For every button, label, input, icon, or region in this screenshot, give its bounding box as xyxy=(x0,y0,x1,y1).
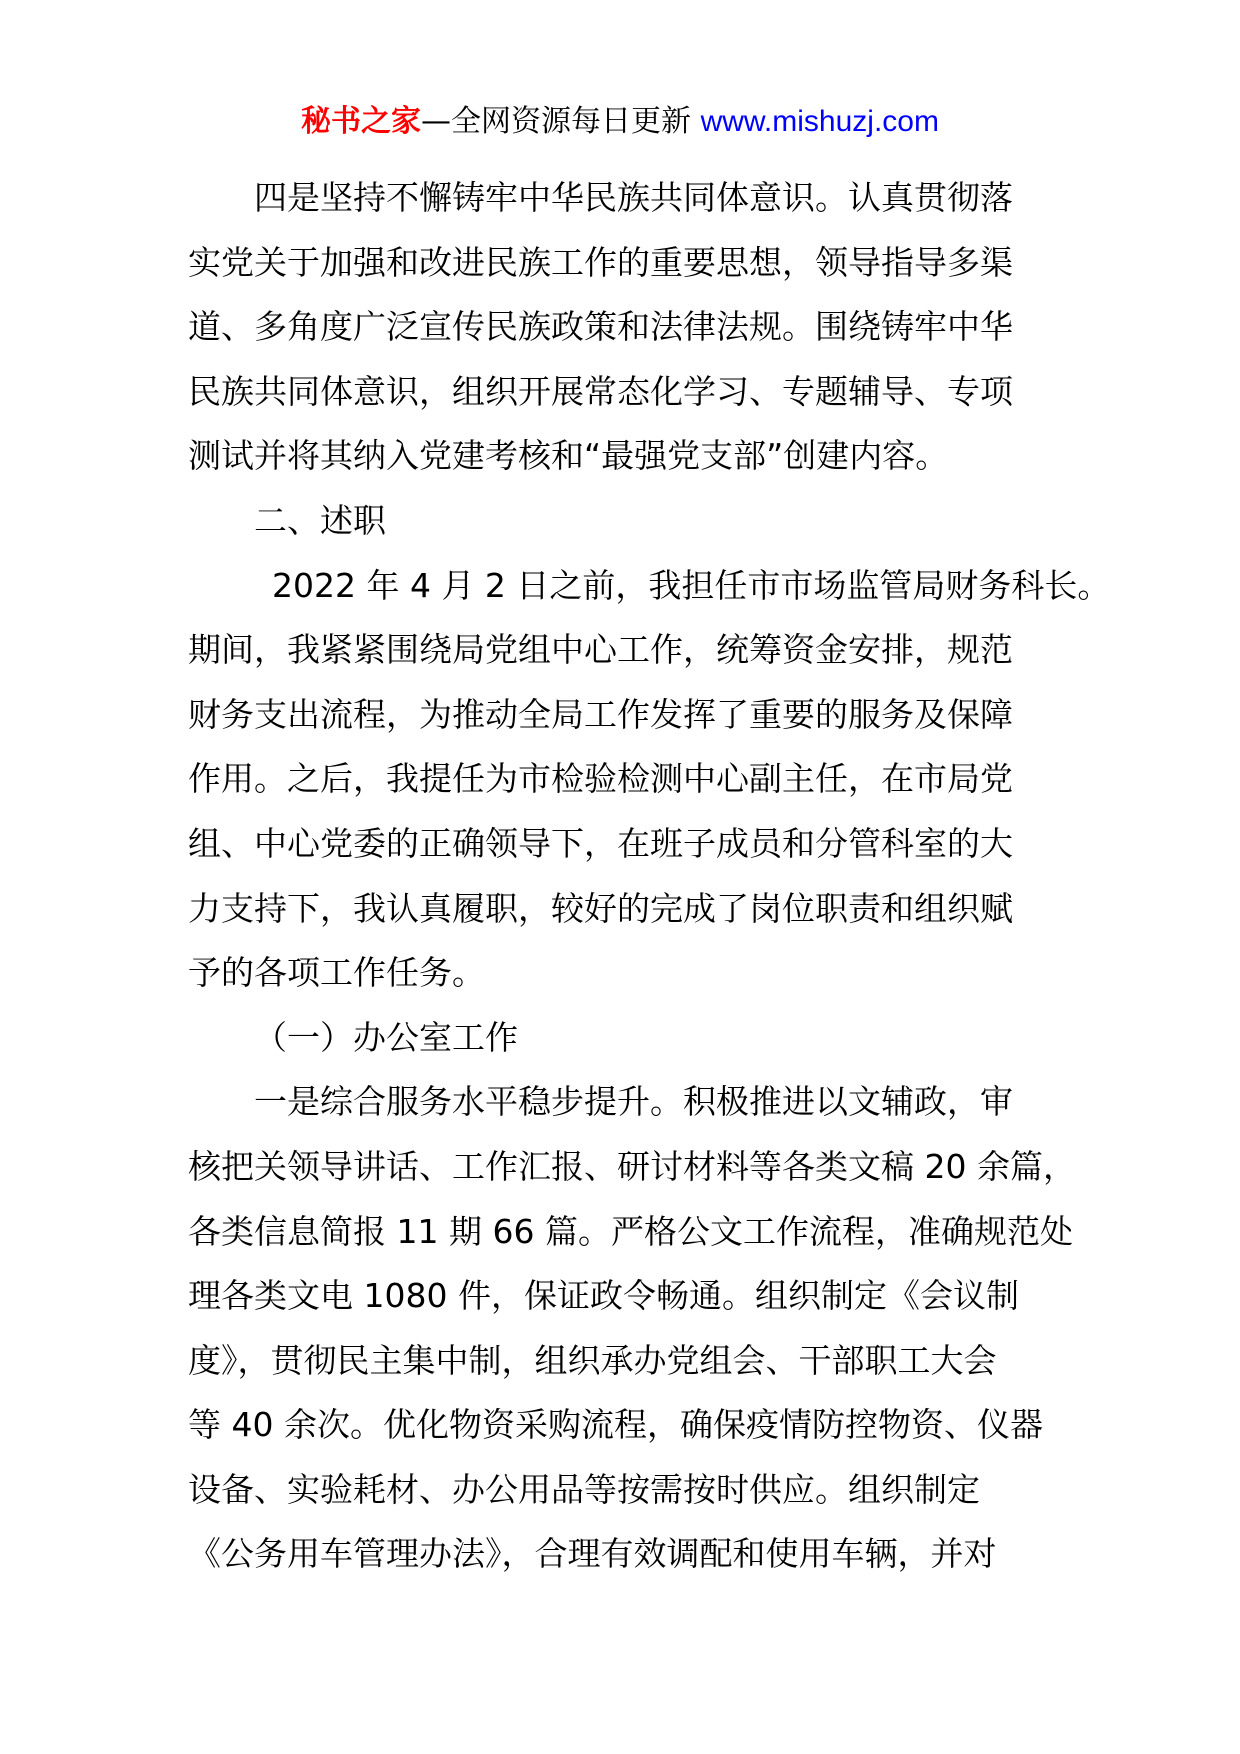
section-heading: 二、述职 xyxy=(254,500,386,540)
paragraph-line: 组、中心党委的正确领导下，在班子成员和分管科室的大 xyxy=(188,823,1013,863)
paragraph-line: 期间，我紧紧围绕局党组中心工作，统筹资金安排，规范 xyxy=(188,630,1013,670)
paragraph-line: 四是坚持不懈铸牢中华民族共同体意识。认真贯彻落 xyxy=(254,178,1013,217)
paragraph-line: 一是综合服务水平稳步提升。积极推进以文辅政，审 xyxy=(254,1082,1013,1122)
paragraph-line: 实党关于加强和改进民族工作的重要思想，领导指导多渠 xyxy=(188,242,1013,282)
paragraph-line: 核把关领导讲话、工作汇报、研讨材料等各类文稿 20 余篇， xyxy=(188,1146,1076,1186)
paragraph-line: 财务支出流程，为推动全局工作发挥了重要的服务及保障 xyxy=(188,694,1013,734)
header-brand: 秘书之家 xyxy=(301,104,422,139)
document-body xyxy=(188,166,1111,1587)
paragraph-line: 等 40 余次。优化物资采购流程，确保疫情防控物资、仪器 xyxy=(188,1405,1043,1445)
paragraph-line: 度》，贯彻民主集中制，组织承办党组会、干部职工大会 xyxy=(188,1340,997,1380)
subsection-heading: （一）办公室工作 xyxy=(254,1017,518,1057)
paragraph-line: 各类信息简报 11 期 66 篇。严格公文工作流程，准确规范处 xyxy=(188,1211,1073,1251)
paragraph-line: 力支持下，我认真履职，较好的完成了岗位职责和组织赋 xyxy=(188,888,1013,928)
paragraph-line: 测试并将其纳入党建考核和“最强党支部”创建内容。 xyxy=(188,436,949,476)
page-header xyxy=(0,102,1240,142)
paragraph-line: 予的各项工作任务。 xyxy=(188,953,485,993)
header-tagline: —全网资源每日更新 xyxy=(421,104,701,139)
paragraph-line: 理各类文电 1080 件，保证政令畅通。组织制定《会议制 xyxy=(188,1276,1019,1316)
paragraph-line: 2022 年 4 月 2 日之前，我担任市市场监管局财务科长。 xyxy=(272,565,1111,605)
paragraph-line: 设备、实验耗材、办公用品等按需按时供应。组织制定 xyxy=(188,1469,980,1509)
paragraph-line: 民族共同体意识，组织开展常态化学习、专题辅导、专项 xyxy=(188,371,1013,411)
paragraph-line: 《公务用车管理办法》，合理有效调配和使用车辆，并对 xyxy=(188,1534,997,1574)
paragraph-line: 作用。之后，我提任为市检验检测中心副主任，在市局党 xyxy=(188,759,1013,799)
paragraph-line: 道、多角度广泛宣传民族政策和法律法规。围绕铸牢中华 xyxy=(188,307,1013,347)
header-url-link[interactable]: www.mishuzj.com xyxy=(700,105,939,138)
